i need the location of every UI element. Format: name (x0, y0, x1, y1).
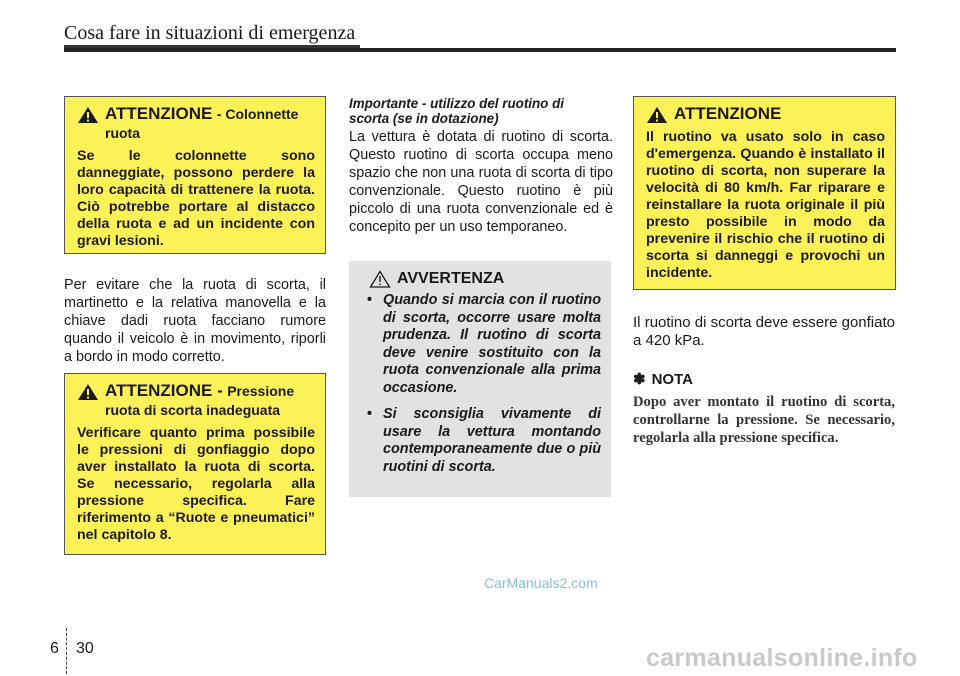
spare-info-paragraph: La vettura è dotata di ruotino di scorta. Questo ruotino di scorta occupa meno spazio che non una ruota di scorta di tipo convenzionale. Questo ruotino è più piccolo di una ruota convenzionale ed è concepito per un uso temporaneo. (349, 129, 613, 235)
notice-list (363, 292, 601, 476)
section-number: 6 (50, 640, 59, 657)
note-title: NOTA (651, 370, 693, 388)
site-watermark: CarManuals2.com (484, 575, 598, 591)
warning-triangle-icon (646, 106, 668, 124)
notice-box (349, 261, 611, 497)
warning-triangle-icon (369, 270, 391, 288)
section-subheading: Importante - utilizzo del ruotino di scorta (se in dotazione) (349, 96, 564, 126)
warning-box-body: Il ruotino va usato solo in caso d'emergenza. Quando è installato il ruotino di scorta, non superare la velocità di 80 km/h. Far riparare e reinstallare la ruota originale il più presto possibile in modo da prevenire il rischio che il ruotino di scorta si danneggi e provochi un incidente. (646, 129, 885, 281)
page-divider (66, 628, 67, 674)
warning-box-title: ATTENZIONE (105, 104, 213, 123)
warning-box-temporary-use (633, 96, 896, 290)
notice-box-title: AVVERTENZA (397, 269, 505, 287)
note-body: Dopo aver montato il ruotino di scorta, controllarne la pressione. Se necessario, regolarla alla pressione specifica. (633, 394, 895, 446)
storage-paragraph: Per evitare che la ruota di scorta, il martinetto e la relativa manovella e la chiave dadi ruota facciano rumore quando il veicolo è in movimento, riporli a bordo in modo corretto. (64, 277, 326, 365)
warning-box-header (646, 105, 885, 124)
notice-box-header (363, 269, 601, 288)
warning-box-subtitle: Pressione ruota di scorta inadeguata (105, 383, 295, 418)
warning-box-lug-nuts (64, 96, 326, 254)
header-rule (64, 48, 896, 52)
note-star-icon: ✽ (633, 371, 646, 388)
page-number: 30 (76, 640, 94, 657)
warning-box-body: Verificare quanto prima possibile le pressioni di gonfiaggio dopo aver installato la ruota di scorta. Se necessario, regolarla alla pressione specifica. Fare riferimento a “Ruote e pneumatici” nel capitolo 8. (77, 425, 315, 543)
warning-box-title: ATTENZIONE (674, 104, 782, 123)
footer-watermark: carmanualsonline.info (646, 644, 918, 672)
warning-box-header (77, 105, 315, 143)
warning-triangle-icon (77, 383, 99, 401)
warning-box-subtitle: - Colonnette ruota (105, 106, 299, 141)
notice-list-item: • Si sconsiglia vivamente di usare la vettura montando contemporaneamente due o più ruotini di scorta. (363, 406, 601, 476)
page-header-title: Cosa fare in situazioni di emergenza (64, 22, 356, 44)
warning-box-title: ATTENZIONE - (105, 381, 223, 400)
note-heading (633, 370, 693, 388)
warning-triangle-icon (77, 106, 99, 124)
pressure-paragraph: Il ruotino di scorta deve essere gonfiato a 420 kPa. (633, 314, 895, 349)
notice-list-item: • Quando si marcia con il ruotino di scorta, occorre usare molta prudenza. Il ruotino di scorta deve venire sostituito con la ruota convenzionale alla prima occasione. (363, 292, 601, 397)
warning-box-header (77, 382, 315, 420)
warning-box-body: Se le colonnette sono danneggiate, possono perdere la loro capacità di trattenere la ruota. Ciò potrebbe portare al distacco della ruota e ad un incidente con gravi lesioni. (77, 148, 315, 249)
warning-box-spare-pressure (64, 373, 326, 555)
